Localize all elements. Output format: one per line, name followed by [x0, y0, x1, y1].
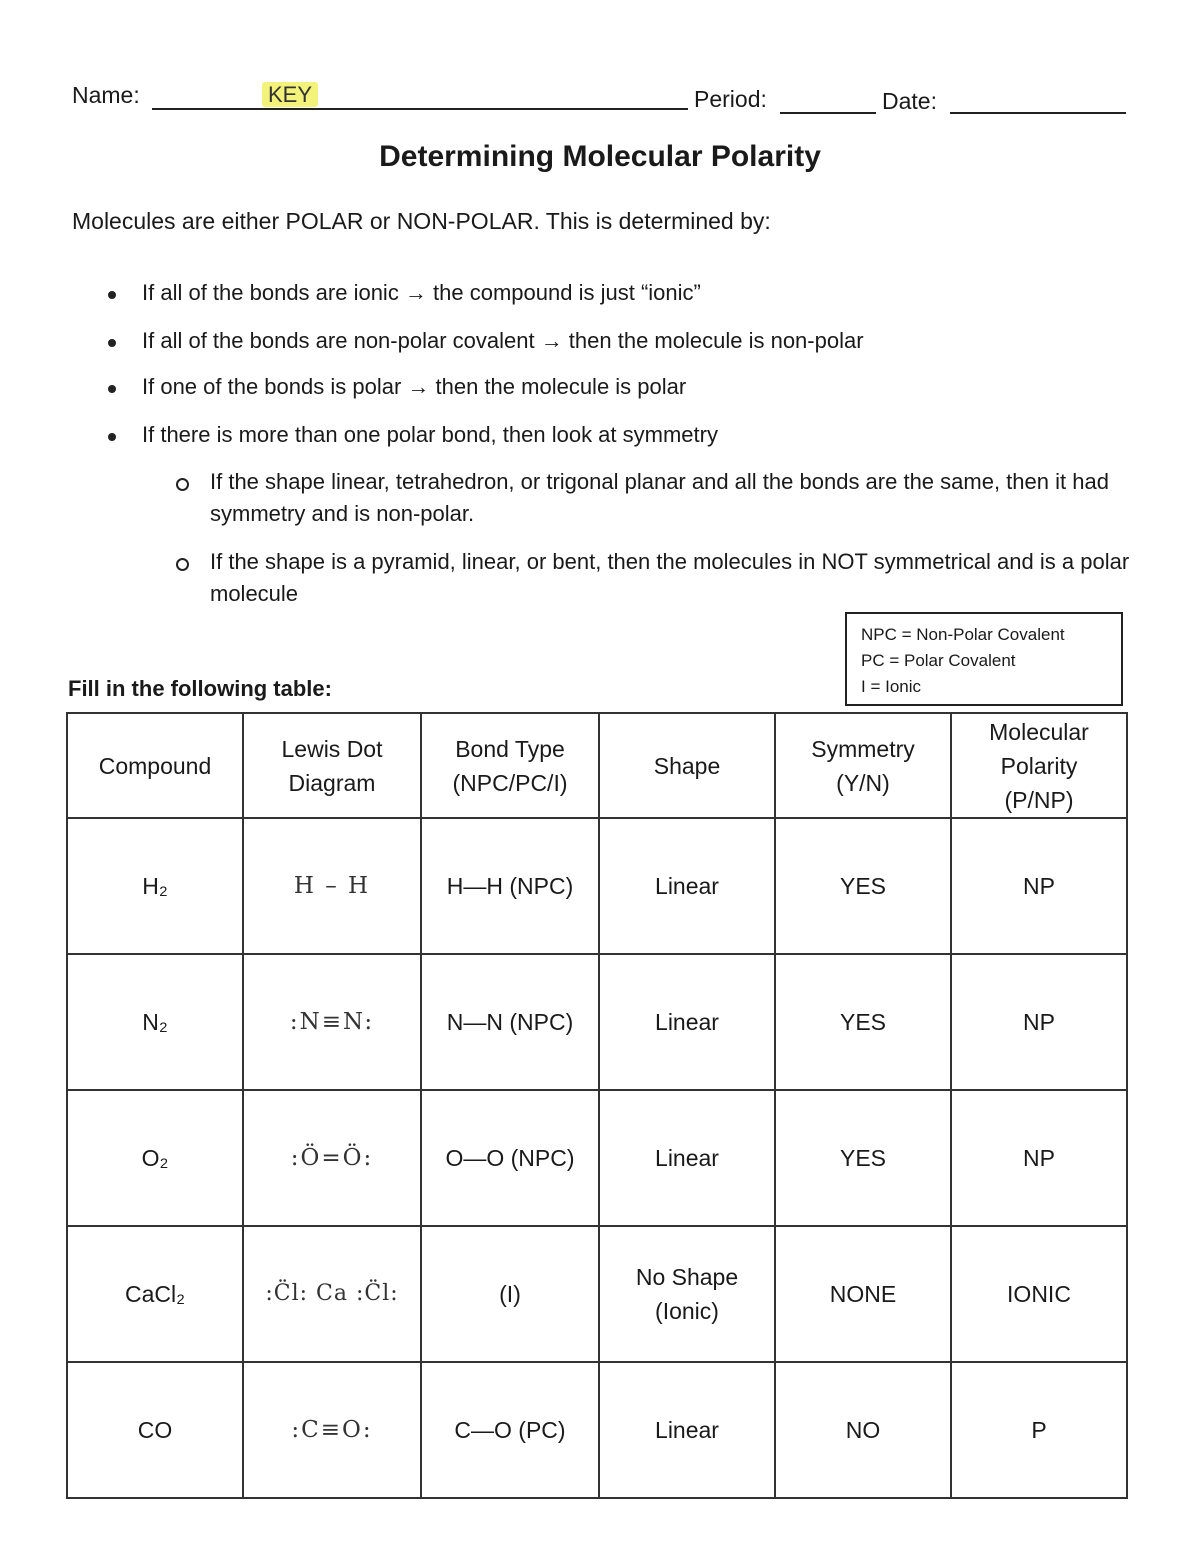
period-field[interactable]: [780, 112, 876, 114]
header-shape: Shape: [599, 713, 775, 818]
page-title: Determining Molecular Polarity: [379, 140, 821, 173]
cell-lewis[interactable]: :N≡N:: [243, 954, 421, 1090]
rule-text: If all of the bonds are ionic → the compound is just “ionic”: [142, 280, 701, 305]
rule-text: If one of the bonds is polar → then the molecule is polar: [142, 374, 687, 399]
period-label: Period:: [694, 86, 767, 112]
table-row: [67, 954, 1127, 1090]
cell-polarity[interactable]: NP: [951, 818, 1127, 954]
sub-rule-item: [176, 466, 1136, 530]
cell-shape[interactable]: Linear: [599, 1090, 775, 1226]
cell-compound: O₂: [67, 1090, 243, 1226]
cell-shape[interactable]: No Shape (Ionic): [599, 1226, 775, 1362]
cell-polarity[interactable]: NP: [951, 1090, 1127, 1226]
table-row: [67, 1362, 1127, 1498]
cell-polarity[interactable]: NP: [951, 954, 1127, 1090]
table-row: [67, 1226, 1127, 1362]
rule-text: If there is more than one polar bond, then look at symmetry: [142, 422, 718, 447]
legend-item: NPC = Non-Polar Covalent: [861, 625, 1065, 644]
cell-compound: CaCl₂: [67, 1226, 243, 1362]
circle-bullet-icon: [176, 478, 189, 491]
bullet-icon: [108, 433, 116, 441]
legend-item: I = Ionic: [861, 677, 922, 696]
table-instruction: Fill in the following table:: [68, 676, 332, 701]
bullet-icon: [108, 291, 116, 299]
cell-compound: H₂: [67, 818, 243, 954]
sub-rule-text: If the shape linear, tetrahedron, or trigonal planar and all the bonds are the same, then it had symmetry and is non-polar.: [210, 469, 1109, 526]
sub-rule-text: If the shape is a pyramid, linear, or bent, then the molecules in NOT symmetrical and is a polar molecule: [210, 549, 1130, 606]
name-label: Name:: [72, 82, 140, 108]
bullet-icon: [108, 385, 116, 393]
header-polarity: Molecular Polarity (P/NP): [951, 713, 1127, 818]
cell-bond-type[interactable]: H—H (NPC): [421, 818, 599, 954]
table-row: [67, 1090, 1127, 1226]
polarity-table: [66, 712, 1128, 1499]
cell-bond-type[interactable]: O—O (NPC): [421, 1090, 599, 1226]
cell-lewis[interactable]: H – H: [243, 818, 421, 954]
cell-bond-type[interactable]: C—O (PC): [421, 1362, 599, 1498]
cell-shape[interactable]: Linear: [599, 818, 775, 954]
cell-shape[interactable]: Linear: [599, 1362, 775, 1498]
header-bond-type: Bond Type (NPC/PC/I): [421, 713, 599, 818]
date-field[interactable]: [950, 112, 1126, 114]
cell-symmetry[interactable]: YES: [775, 1090, 951, 1226]
legend-box: [845, 612, 1123, 706]
table-header-row: [67, 713, 1127, 818]
cell-lewis[interactable]: :C̈l: Ca :C̈l:: [243, 1226, 421, 1362]
table-row: [67, 818, 1127, 954]
circle-bullet-icon: [176, 558, 189, 571]
intro-text: Molecules are either POLAR or NON-POLAR. This is determined by:: [72, 208, 771, 234]
cell-polarity[interactable]: IONIC: [951, 1226, 1127, 1362]
date-label: Date:: [882, 88, 937, 114]
cell-bond-type[interactable]: N—N (NPC): [421, 954, 599, 1090]
header-compound: Compound: [67, 713, 243, 818]
cell-shape[interactable]: Linear: [599, 954, 775, 1090]
cell-compound: CO: [67, 1362, 243, 1498]
name-field[interactable]: [152, 108, 688, 110]
cell-lewis[interactable]: :C≡O:: [243, 1362, 421, 1498]
cell-compound: N₂: [67, 954, 243, 1090]
header-symmetry: Symmetry (Y/N): [775, 713, 951, 818]
rule-text: If all of the bonds are non-polar covalent → then the molecule is non-polar: [142, 328, 864, 353]
cell-bond-type[interactable]: (I): [421, 1226, 599, 1362]
cell-symmetry[interactable]: YES: [775, 954, 951, 1090]
header-lewis: Lewis Dot Diagram: [243, 713, 421, 818]
name-value: KEY: [262, 82, 318, 108]
cell-lewis[interactable]: :Ö=Ö:: [243, 1090, 421, 1226]
cell-polarity[interactable]: P: [951, 1362, 1127, 1498]
sub-rule-item: [176, 546, 1136, 610]
cell-symmetry[interactable]: NO: [775, 1362, 951, 1498]
legend-item: PC = Polar Covalent: [861, 651, 1016, 670]
bullet-icon: [108, 339, 116, 347]
cell-symmetry[interactable]: NONE: [775, 1226, 951, 1362]
cell-symmetry[interactable]: YES: [775, 818, 951, 954]
